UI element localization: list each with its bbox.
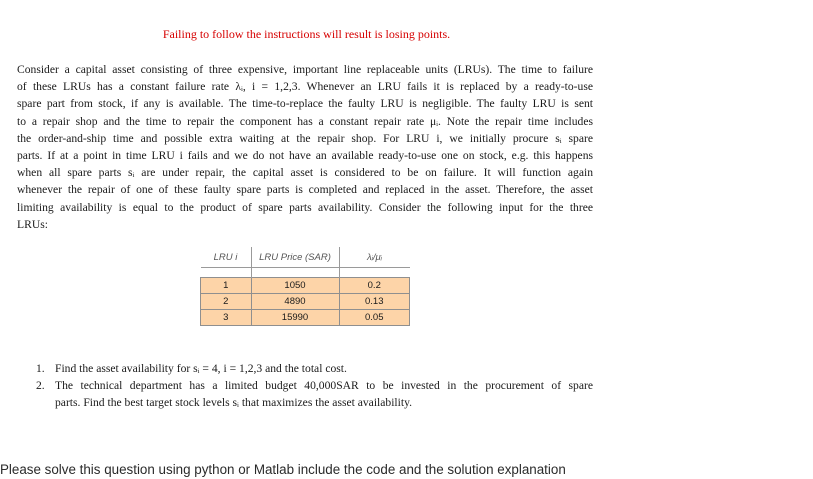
cell-price: 4890 [251,294,339,310]
paragraph-line: limiting availability is equal to the product of spare parts availability. Consider the following input for the three [17,200,593,214]
footer-instruction: Please solve this question using python or Matlab include the code and the solution explanation [0,462,566,477]
paragraph-line: spare part from stock, if any is available. The time-to-replace the faulty LRU is negligible. The faulty LRU is sent [17,97,593,111]
paragraph-line: LRUs: [17,217,48,231]
paragraph-line: parts. If at a point in time LRU i fails and we do not have an available ready-to-use one on stock, e.g. this happens [17,149,593,163]
header-ratio: λᵢ/μᵢ [339,247,410,268]
cell-lru: 2 [201,294,252,310]
table-row [201,294,410,310]
cell-ratio: 0.13 [339,294,410,310]
cell-lru: 1 [201,278,252,294]
problem-paragraph [17,61,593,233]
question-number: 2. [36,379,45,392]
paragraph-line: the order-and-ship time and possible extra waiting at the repair shop. For LRU i, we initially procure sᵢ spare [17,131,593,145]
cell-price: 15990 [251,310,339,326]
header-lru: LRU i [201,247,252,268]
lru-table [200,247,410,326]
question-line: The technical department has a limited budget 40,000SAR to be invested in the procurement of spare [55,379,593,392]
question-item [36,377,593,411]
paragraph-line: whenever the repair of one of these faulty spare parts is completed and replaced in the asset. Therefore, the asset [17,183,593,197]
table-header-row [201,247,410,268]
paragraph-line: when all spare parts sᵢ are under repair, the capital asset is considered to be on failure. It will function again [17,166,593,180]
header-price: LRU Price (SAR) [251,247,339,268]
table-row [201,278,410,294]
question-line: parts. Find the best target stock levels sᵢ that maximizes the asset availability. [55,396,413,409]
warning-text: Failing to follow the instructions will result is losing points. [162,27,451,41]
question-list [36,360,593,411]
question-number: 1. [36,362,45,375]
question-text [55,377,593,411]
cell-lru: 3 [201,310,252,326]
paragraph-line: to a repair shop and the time to repair the component has a constant repair rate μᵢ. Note the repair time includes [17,114,593,128]
cell-ratio: 0.05 [339,310,410,326]
paragraph-line: Consider a capital asset consisting of three expensive, important line replaceable units (LRUs). The time to failure [17,63,593,76]
paragraph-line: of these LRUs has a constant failure rate λᵢ, i = 1,2,3. Whenever an LRU fails it is replaced by a ready-to-use [17,80,593,94]
cell-price: 1050 [251,278,339,294]
question-item [36,360,593,377]
question-line: Find the asset availability for sᵢ = 4, i = 1,2,3 and the total cost. [55,362,347,375]
table-spacer [201,268,410,278]
table-row [201,310,410,326]
question-text [55,360,593,377]
cell-ratio: 0.2 [339,278,410,294]
